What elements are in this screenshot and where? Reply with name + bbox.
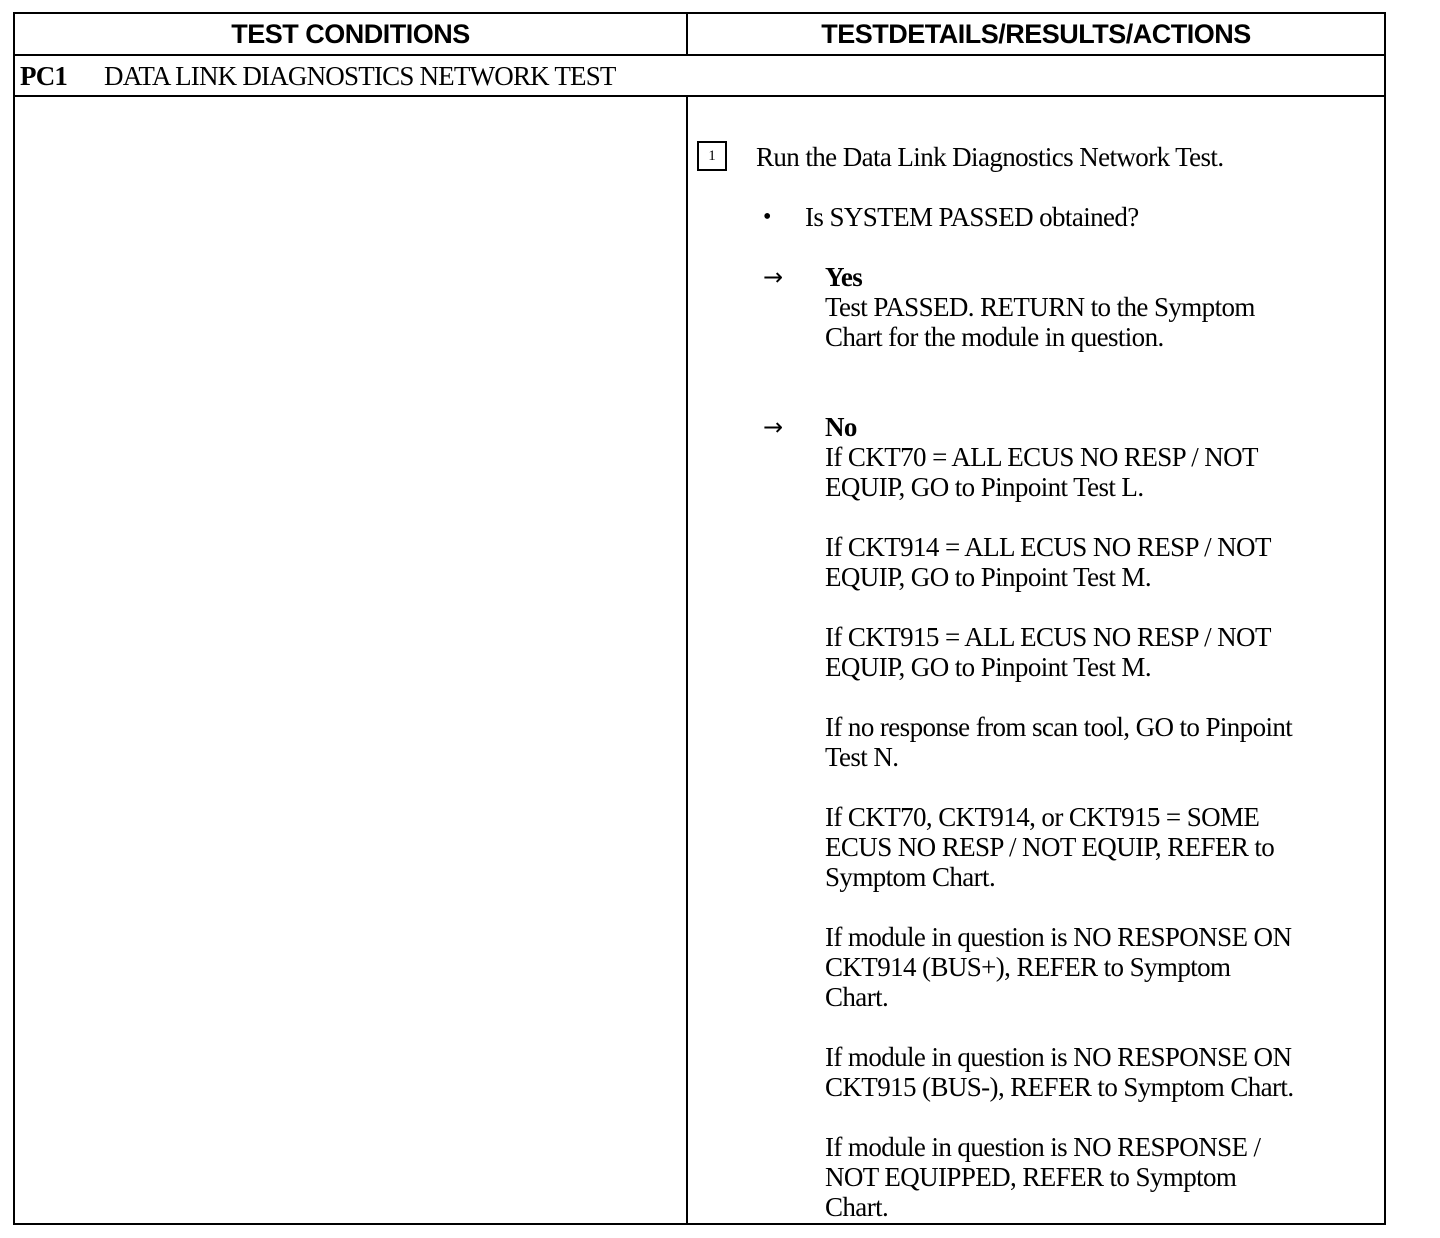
header-rule — [13, 54, 1386, 56]
no-line: Chart. — [825, 1192, 889, 1222]
step-question: Is SYSTEM PASSED obtained? — [805, 202, 1139, 232]
yes-line: Test PASSED. RETURN to the Symptom — [825, 292, 1255, 322]
test-title-row — [20, 58, 616, 94]
arrow-right-icon: → — [763, 413, 784, 441]
no-line: NOT EQUIPPED, REFER to Symptom — [825, 1162, 1237, 1192]
arrow-right-icon: → — [763, 263, 784, 291]
no-line: Symptom Chart. — [825, 862, 996, 892]
header-test-details: TESTDETAILS/RESULTS/ACTIONS — [821, 19, 1251, 49]
test-title: DATA LINK DIAGNOSTICS NETWORK TEST — [104, 61, 616, 91]
bullet-icon: • — [763, 204, 772, 230]
yes-label: Yes — [825, 262, 863, 292]
yes-line: Chart for the module in question. — [825, 322, 1164, 352]
no-line: CKT914 (BUS+), REFER to Symptom — [825, 952, 1231, 982]
no-line: If CKT70 = ALL ECUS NO RESP / NOT — [825, 442, 1258, 472]
no-line: Test N. — [825, 742, 899, 772]
no-line: If CKT915 = ALL ECUS NO RESP / NOT — [825, 622, 1271, 652]
step-instruction: Run the Data Link Diagnostics Network Test. — [756, 142, 1224, 172]
no-line: Chart. — [825, 982, 889, 1012]
no-line: CKT915 (BUS-), REFER to Symptom Chart. — [825, 1072, 1294, 1102]
no-line: ECUS NO RESP / NOT EQUIP, REFER to — [825, 832, 1275, 862]
no-line: EQUIP, GO to Pinpoint Test M. — [825, 652, 1151, 682]
header-test-conditions: TEST CONDITIONS — [231, 19, 470, 49]
no-line: EQUIP, GO to Pinpoint Test M. — [825, 562, 1151, 592]
title-row-rule — [13, 95, 1386, 97]
step-number-box: 1 — [697, 141, 727, 171]
no-line: If module in question is NO RESPONSE / — [825, 1132, 1261, 1162]
body-column-divider — [686, 96, 688, 1225]
no-label: No — [825, 412, 857, 442]
no-line: EQUIP, GO to Pinpoint Test L. — [825, 472, 1144, 502]
no-line: If CKT70, CKT914, or CKT915 = SOME — [825, 802, 1260, 832]
no-line: If CKT914 = ALL ECUS NO RESP / NOT — [825, 532, 1271, 562]
no-line: If no response from scan tool, GO to Pinpoint — [825, 712, 1293, 742]
no-line: If module in question is NO RESPONSE ON — [825, 922, 1292, 952]
no-line: If module in question is NO RESPONSE ON — [825, 1042, 1292, 1072]
test-code: PC1 — [20, 61, 68, 91]
